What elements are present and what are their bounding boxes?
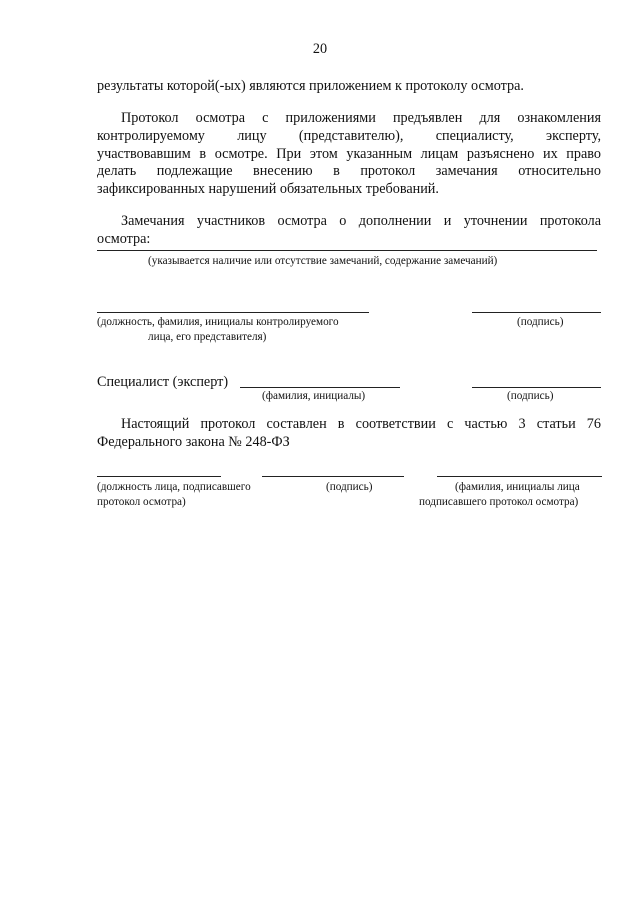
signer-name-caption: подписавшего протокол осмотра) [419, 496, 579, 508]
paragraph-line: контролируемому лицу (представителю), специалисту, эксперту, [97, 128, 601, 144]
controlled-person-caption: (должность, фамилия, инициалы контролируемого [97, 316, 339, 328]
signer-name-line [437, 476, 602, 477]
paragraph-line: результаты которой(-ых) являются приложением к протоколу осмотра. [97, 78, 524, 94]
signature-caption: (подпись) [507, 390, 554, 402]
page-number: 20 [312, 41, 328, 57]
paragraph-line: зафиксированных нарушений обязательных требований. [97, 181, 439, 197]
remarks-caption: (указывается наличие или отсутствие замечаний, содержание замечаний) [148, 255, 498, 267]
paragraph-line: Замечания участников осмотра о дополнении и уточнении протокола [121, 213, 601, 229]
signature-caption: (подпись) [517, 316, 564, 328]
paragraph-line: Протокол осмотра с приложениями предъявлен для ознакомления [121, 110, 601, 126]
paragraph-line: Федерального закона № 248-ФЗ [97, 434, 290, 450]
signer-name-caption: (фамилия, инициалы лица [455, 481, 580, 493]
controlled-person-line [97, 312, 369, 313]
signer-position-caption: протокол осмотра) [97, 496, 186, 508]
specialist-name-caption: (фамилия, инициалы) [262, 390, 366, 402]
specialist-name-line [240, 387, 400, 388]
remarks-line [97, 250, 597, 251]
signer-position-line [97, 476, 221, 477]
signature-line [472, 387, 601, 388]
paragraph-line: участвовавшим в осмотре. При этом указанным лицам разъяснено их право [97, 146, 601, 162]
paragraph-line: Настоящий протокол составлен в соответствии с частью 3 статьи 76 [121, 416, 601, 432]
paragraph-line: делать подлежащие внесению в протокол замечания относительно [97, 163, 601, 179]
signer-position-caption: (должность лица, подписавшего [97, 481, 251, 493]
signature-line [472, 312, 601, 313]
signature-caption: (подпись) [326, 481, 373, 493]
controlled-person-caption: лица, его представителя) [148, 331, 267, 343]
specialist-label: Специалист (эксперт) [97, 374, 229, 390]
paragraph-line: осмотра: [97, 231, 151, 247]
signature-line [262, 476, 404, 477]
